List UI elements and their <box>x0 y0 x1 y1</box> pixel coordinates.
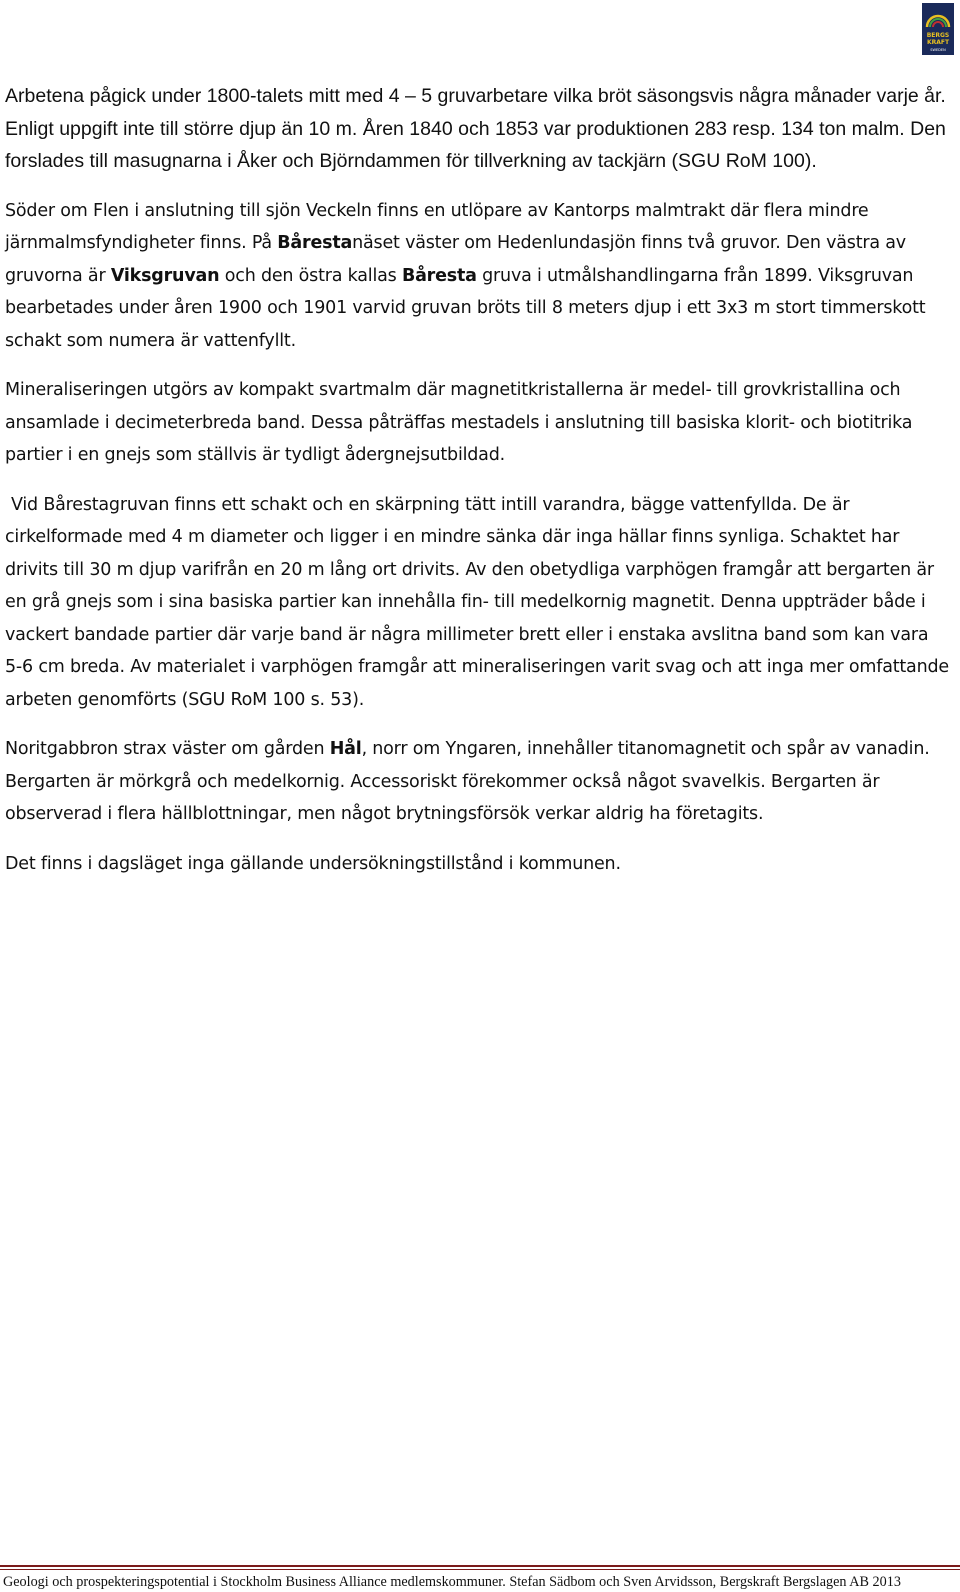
p2-text-a: Söder om Flen i anslutning till sjön Veckeln finns en utlöpare av Kantorps malmtrakt där flera mindre järnmalmsfyndigheter finns. På <box>5 200 869 253</box>
paragraph-mineralization: Mineraliseringen utgörs av kompakt svartmalm där magnetitkristallerna är medel- till grovkristallina och ansamlade i decimeterbreda band. Dessa påträffas mestadels i anslutning till basiska klorit- och biotitrika partier i en gnejs som ställvis är tydligt ådergnejsutbildad. <box>5 380 913 465</box>
paragraph-flen-deposits <box>5 195 950 358</box>
bergskraft-logo-icon <box>922 3 954 55</box>
p2-bold-viksgruvan: Viksgruvan <box>110 265 220 286</box>
paragraph-barestagruvan: Vid Bårestagruvan finns ett schakt och en skärpning tätt intill varandra, bägge vattenfyllda. De är cirkelformade med 4 m diameter och ligger i en mindre sänka där inga hällar finns synliga. Schaktet har drivits till 30 m djup varifrån en 20 m lång ort drivits. Av den obetydliga varphögen framgår att bergarten är en grå gnejs som i sina basiska partier kan innehålla fin- till medelkornig magnetit. Denna uppträder både i vackert bandade partier där varje band är några millimeter brett eller i enstaka avslitna band som kan vara 5-6 cm breda. Av materialet i varphögen framgår att mineraliseringen varit svag och att inga mer omfattande arbeten genomförts (SGU RoM 100 s. 53). <box>5 494 949 710</box>
footer-divider <box>0 1565 960 1567</box>
p2-text-c: näset väster om Hedenlundasjön finns två gruvor. Den västra av gruvorna är <box>5 233 906 286</box>
paragraph-permits: Det finns i dagsläget inga gällande undersökningstillstånd i kommunen. <box>5 853 621 874</box>
logo-text-bottom: KRAFT <box>926 39 950 46</box>
p2-text-g: gruva i utmålshandlingarna från 1899. Viksgruvan bearbetades under åren 1900 och 1901 varvid gruvan bröts till 8 meters djup i ett 3x3 m stort timmerskott schakt som numera är vattenfyllt. <box>5 265 926 351</box>
paragraph-noritgabbro <box>5 733 950 831</box>
paragraph-mining-history: Arbetena pågick under 1800-talets mitt med 4 – 5 gruvarbetare vilka bröt säsongsvis några månader varje år. Enligt uppgift inte till större djup än 10 m. Åren 1840 och 1853 var produktionen 283 resp. 134 ton malm. Den forslades till masugnarna i Åker och Björndammen för tillverkning av tackjärn (SGU RoM 100). <box>5 85 946 172</box>
document-body <box>5 80 950 897</box>
p2-text-e: och den östra kallas <box>219 265 402 286</box>
logo-text-top: BERGS <box>926 32 950 39</box>
p5-text-a: Noritgabbron strax väster om gården <box>5 739 330 759</box>
p5-bold-hal: Hål <box>329 739 362 759</box>
page-footer: Geologi och prospekteringspotential i Stockholm Business Alliance medlemskommuner. Stefan Sädbom och Sven Arvidsson, Bergskraft Bergslagen AB 2013 <box>3 1574 901 1590</box>
p2-bold-baresta: Båresta <box>277 233 353 253</box>
footer-divider-thin <box>0 1569 960 1570</box>
p5-text-c: , norr om Yngaren, innehåller titanomagnetit och spår av vanadin. Bergarten är mörkgrå och medelkornig. Accessoriskt förekommer också något svavelkis. Bergarten är observerad i flera hällblottningar, men något brytningsförsök verkar aldrig ha företagits. <box>5 739 930 824</box>
p2-bold-baresta-2: Båresta <box>401 265 477 286</box>
logo-text-small: SWEDEN <box>930 48 946 52</box>
